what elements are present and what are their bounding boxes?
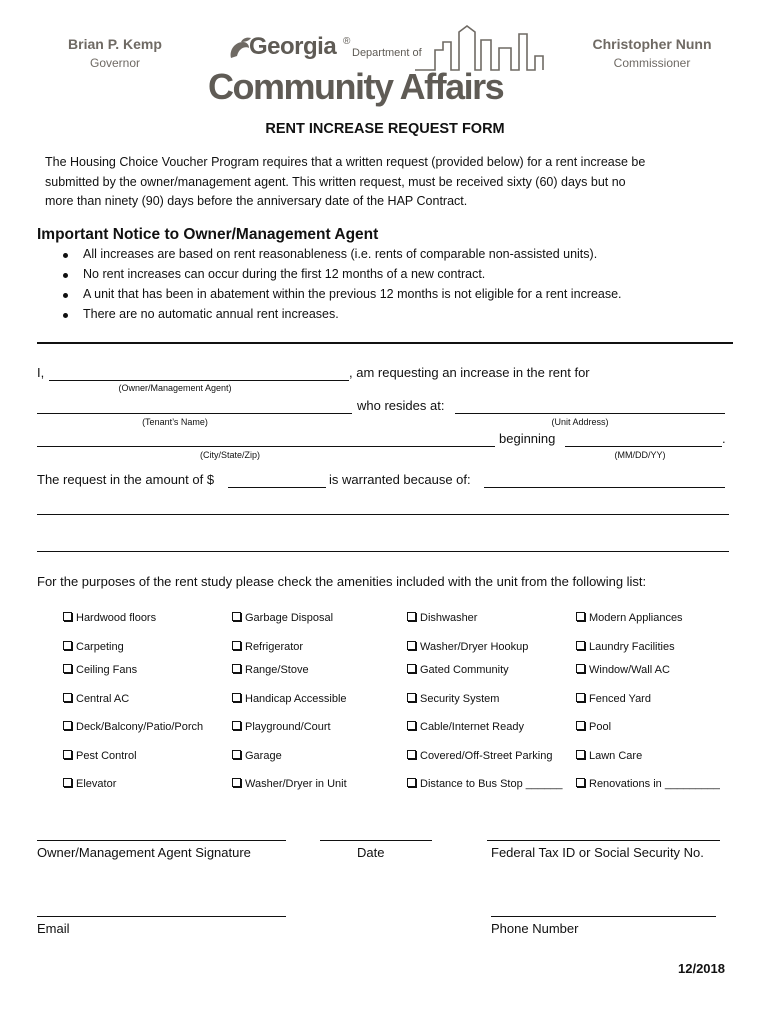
email-field[interactable] [37, 916, 286, 917]
checkbox-icon[interactable] [63, 693, 72, 702]
amenity-label: Handicap Accessible [245, 693, 347, 705]
amenity-label: Playground/Court [245, 721, 331, 733]
amenity-label: Washer/Dryer Hookup [420, 641, 529, 653]
logo-main: Community Affairs [208, 66, 504, 107]
checkbox-icon[interactable] [232, 641, 241, 650]
form-title: RENT INCREASE REQUEST FORM [265, 121, 505, 137]
checkbox-icon[interactable] [63, 721, 72, 730]
dca-logo [205, 20, 550, 114]
signature-label: Owner/Management Agent Signature [37, 845, 251, 860]
checkbox-icon[interactable] [407, 664, 416, 673]
amenity-label: Renovations in _________ [589, 778, 720, 790]
checkbox-icon[interactable] [63, 750, 72, 759]
notice-text: No rent increases can occur during the first 12 months of a new contract. [83, 267, 486, 281]
amenity-checkbox-item[interactable] [576, 641, 675, 653]
amenity-checkbox-item[interactable] [63, 664, 137, 676]
notice-item [83, 267, 622, 287]
notice-item [83, 287, 622, 307]
intro-line: submitted by the owner/management agent. This written request, must be received sixty (60) days but no [45, 174, 626, 189]
amenity-label: Laundry Facilities [589, 641, 675, 653]
amenity-label: Garbage Disposal [245, 612, 334, 624]
checkbox-icon[interactable] [407, 693, 416, 702]
amenity-checkbox-item[interactable] [63, 641, 124, 653]
notice-item [83, 247, 622, 267]
amount-field[interactable] [228, 487, 326, 488]
amenity-checkbox-item[interactable] [407, 641, 528, 653]
amenity-checkbox-item[interactable] [232, 664, 309, 676]
amenity-checkbox-item[interactable] [232, 778, 347, 790]
amenity-checkbox-item[interactable] [407, 612, 477, 624]
amenity-checkbox-item[interactable] [232, 693, 347, 705]
notice-heading: Important Notice to Owner/Management Agent [37, 226, 379, 243]
bullet-icon [63, 273, 68, 278]
amenity-checkbox-item[interactable] [407, 664, 509, 676]
checkbox-icon[interactable] [407, 612, 416, 621]
signature-field[interactable] [37, 840, 286, 841]
req-requesting-text: , am requesting an increase in the rent for [349, 365, 590, 380]
bullet-icon [63, 313, 68, 318]
commissioner-title: Commissioner [613, 56, 691, 70]
period-text: . [722, 431, 726, 446]
checkbox-icon[interactable] [232, 693, 241, 702]
amenity-label: Refrigerator [245, 641, 304, 653]
amenity-checkbox-item[interactable] [576, 750, 642, 762]
amenity-label: Garage [245, 750, 282, 762]
amenity-checkbox-item[interactable] [232, 641, 303, 653]
checkbox-icon[interactable] [576, 750, 585, 759]
checkbox-icon[interactable] [576, 664, 585, 673]
notice-text: There are no automatic annual rent increases. [83, 307, 339, 321]
reason-field[interactable] [484, 487, 725, 488]
governor-name: Brian P. Kemp [68, 36, 162, 52]
amenity-checkbox-item[interactable] [407, 693, 499, 705]
checkbox-icon[interactable] [407, 778, 416, 787]
amenity-label: Range/Stove [245, 664, 309, 676]
intro-line: more than ninety (90) days before the anniversary date of the HAP Contract. [45, 194, 468, 208]
checkbox-icon[interactable] [232, 721, 241, 730]
amenity-checkbox-item[interactable] [407, 778, 562, 790]
tenant-field-label: (Tenant’s Name) [142, 417, 208, 427]
amenity-label: Window/Wall AC [589, 664, 670, 676]
amenity-label: Pool [589, 721, 612, 733]
city-field-label: (City/State/Zip) [199, 450, 260, 460]
commissioner-name: Christopher Nunn [592, 36, 712, 52]
checkbox-icon[interactable] [407, 750, 416, 759]
amenity-label: Washer/Dryer in Unit [245, 778, 347, 790]
intro-line: The Housing Choice Voucher Program requires that a written request (provided below) for a rent increase be [45, 155, 646, 169]
amenity-label: Security System [420, 693, 500, 705]
amenity-checkbox-item[interactable] [63, 693, 129, 705]
amenity-label: Hardwood floors [76, 612, 157, 624]
amenity-checkbox-item[interactable] [576, 721, 611, 733]
checkbox-icon[interactable] [232, 750, 241, 759]
checkbox-icon[interactable] [576, 778, 585, 787]
amenity-checkbox-item[interactable] [63, 612, 156, 624]
bullet-icon [63, 293, 68, 298]
checkbox-icon[interactable] [63, 778, 72, 787]
commissioner-block [572, 36, 732, 70]
governor-block [40, 36, 190, 70]
amenity-label: Ceiling Fans [76, 664, 138, 676]
amenity-checkbox-item[interactable] [576, 778, 720, 790]
checkbox-icon[interactable] [576, 693, 585, 702]
amenity-label: Central AC [76, 693, 130, 705]
amenity-checkbox-item[interactable] [63, 750, 137, 762]
amenity-label: Distance to Bus Stop ______ [420, 778, 563, 790]
req-i-label: I, [37, 365, 45, 380]
reason-field-line[interactable] [37, 551, 729, 552]
warranted-text: is warranted because of: [329, 472, 471, 487]
begin-date-field[interactable] [565, 446, 722, 447]
notice-text: All increases are based on rent reasonableness (i.e. rents of comparable non-assisted units). [83, 247, 598, 261]
amenity-label: Deck/Balcony/Patio/Porch [76, 721, 204, 733]
beginning-text: beginning [499, 431, 556, 446]
amenity-label: Cable/Internet Ready [420, 721, 524, 733]
unit-field-label: (Unit Address) [551, 417, 609, 427]
city-state-zip-field[interactable] [37, 446, 495, 447]
checkbox-icon[interactable] [407, 721, 416, 730]
amenity-checkbox-item[interactable] [407, 750, 552, 762]
tax-id-label: Federal Tax ID or Social Security No. [491, 845, 704, 860]
phone-field[interactable] [491, 916, 716, 917]
revision-date: 12/2018 [678, 961, 725, 976]
tenant-name-field[interactable] [37, 413, 352, 414]
checkbox-icon[interactable] [407, 641, 416, 650]
amenity-checkbox-item[interactable] [232, 612, 333, 624]
amenity-label: Elevator [76, 778, 117, 790]
tax-id-field[interactable] [487, 840, 720, 841]
amenity-checkbox-item[interactable] [576, 693, 651, 705]
amenity-label: Dishwasher [420, 612, 478, 624]
amenity-label: Pest Control [76, 750, 137, 762]
amenity-checkbox-item[interactable] [63, 778, 116, 790]
amenity-checkbox-item[interactable] [407, 721, 524, 733]
phone-label: Phone Number [491, 921, 579, 936]
checkbox-icon[interactable] [576, 641, 585, 650]
amenity-label: Carpeting [76, 641, 124, 653]
amenity-label: Covered/Off-Street Parking [420, 750, 553, 762]
notice-text: A unit that has been in abatement within the previous 12 months is not eligible for a rent increase. [83, 287, 622, 301]
logo-registered: ® [343, 36, 351, 47]
amenities-intro: For the purposes of the rent study please check the amenities included with the unit from the following list: [37, 574, 647, 589]
owner-field-label: (Owner/Management Agent) [118, 383, 232, 393]
checkbox-icon[interactable] [576, 612, 585, 621]
bullet-icon [63, 253, 68, 258]
amenity-label: Lawn Care [589, 750, 643, 762]
logo-state: Georgia [249, 33, 337, 60]
amenity-checkbox-item[interactable] [232, 721, 331, 733]
amount-text: The request in the amount of $ [37, 472, 215, 487]
amenity-label: Gated Community [420, 664, 509, 676]
governor-title: Governor [89, 56, 141, 70]
notice-item [83, 307, 622, 327]
logo-department: Department of [352, 47, 422, 59]
checkbox-icon[interactable] [576, 721, 585, 730]
checkbox-icon[interactable] [232, 612, 241, 621]
amenity-label: Modern Appliances [589, 612, 683, 624]
notice-list [83, 247, 622, 327]
amenity-checkbox-item[interactable] [63, 721, 203, 733]
amenity-label: Fenced Yard [589, 693, 651, 705]
section-divider [37, 342, 733, 344]
date-field-label: (MM/DD/YY) [614, 450, 666, 460]
amenity-checkbox-item[interactable] [576, 664, 670, 676]
owner-name-field[interactable] [49, 380, 349, 381]
amenity-checkbox-item[interactable] [576, 612, 683, 624]
checkbox-icon[interactable] [63, 641, 72, 650]
amenity-checkbox-item[interactable] [232, 750, 282, 762]
checkbox-icon[interactable] [232, 778, 241, 787]
who-resides-text: who resides at: [357, 398, 445, 413]
intro-paragraph [45, 153, 735, 212]
sign-date-label: Date [357, 845, 385, 860]
skyline-icon [415, 20, 545, 72]
checkbox-icon[interactable] [63, 612, 72, 621]
checkbox-icon[interactable] [232, 664, 241, 673]
checkbox-icon[interactable] [63, 664, 72, 673]
sign-date-field[interactable] [320, 840, 432, 841]
reason-field-line[interactable] [37, 514, 729, 515]
email-label: Email [37, 921, 70, 936]
unit-address-field[interactable] [455, 413, 725, 414]
